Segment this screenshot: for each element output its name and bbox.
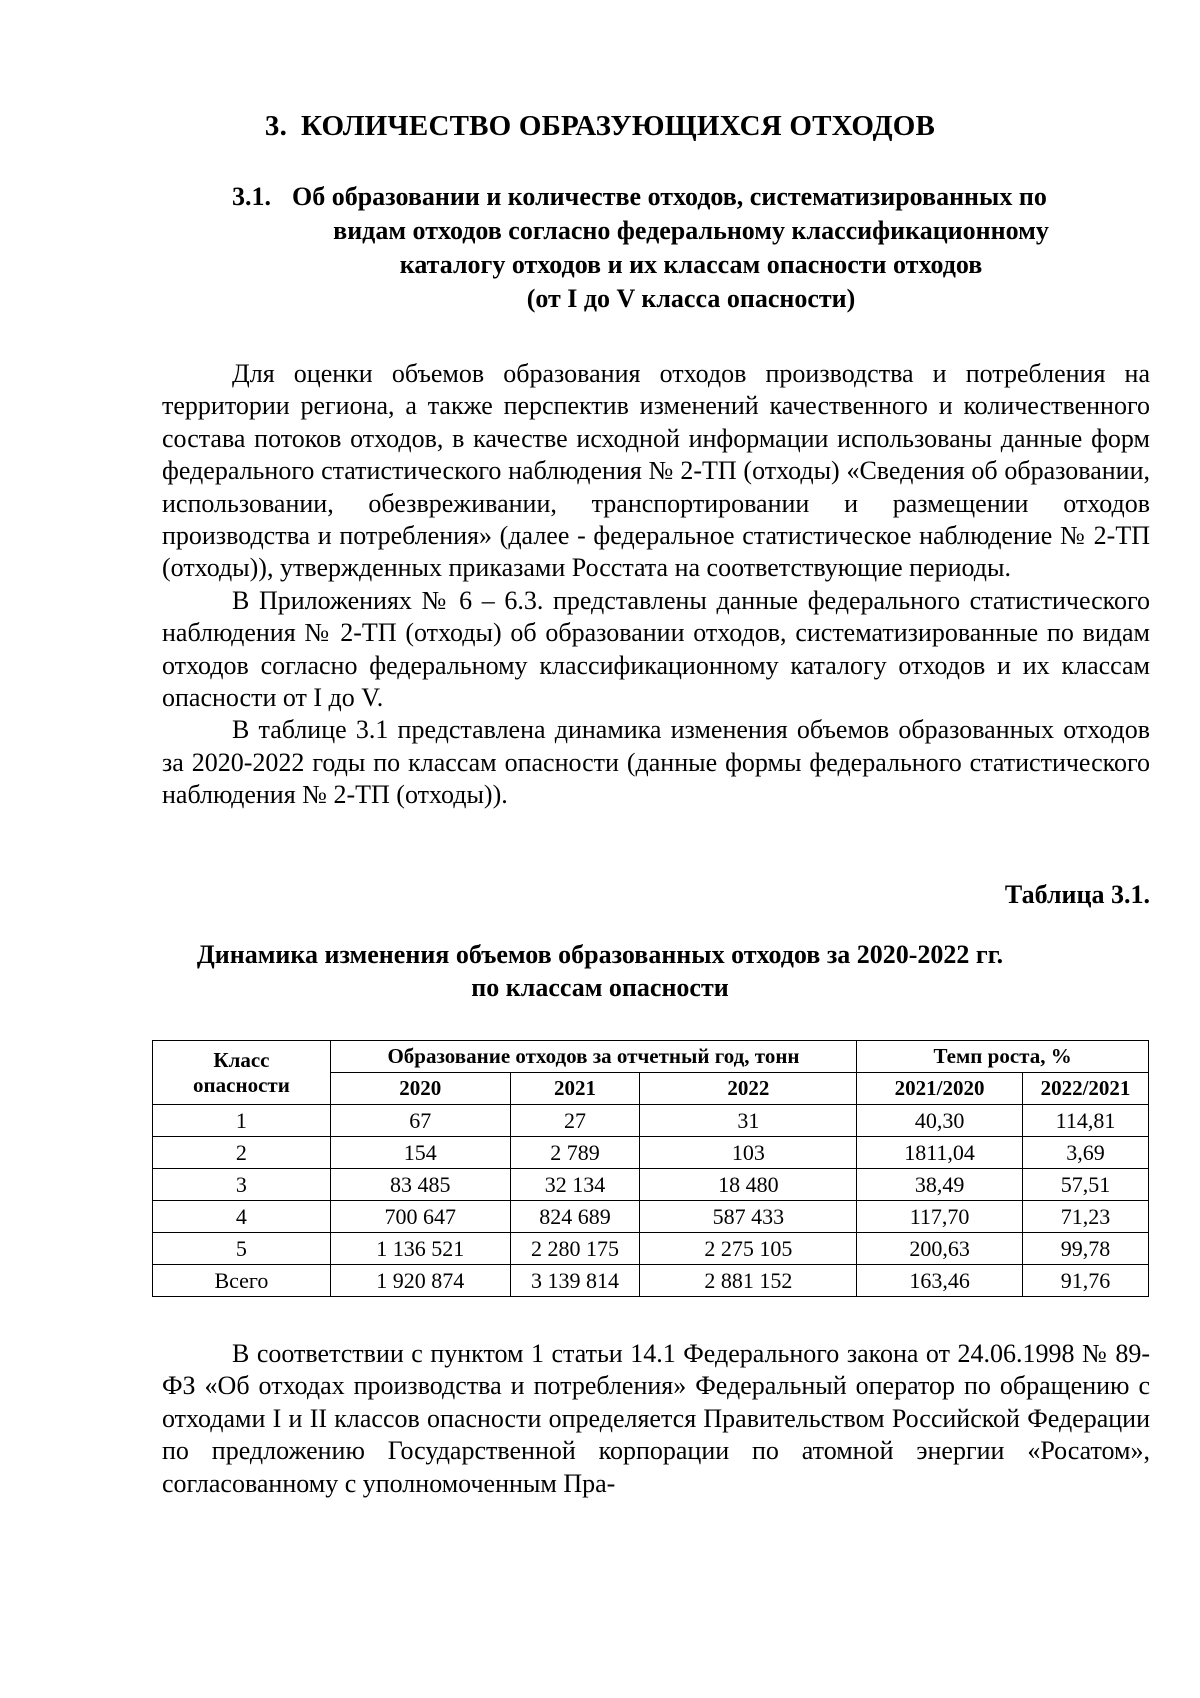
header-year-2021: 2021 <box>510 1073 640 1105</box>
header-formation: Образование отходов за отчетный год, тонн <box>330 1041 856 1073</box>
table-body <box>153 1105 1149 1297</box>
table-cell: 587 433 <box>640 1201 857 1233</box>
table-cell: 91,76 <box>1023 1265 1149 1297</box>
table-cell: 40,30 <box>857 1105 1023 1137</box>
table-cell: 71,23 <box>1023 1201 1149 1233</box>
table-cell: 3,69 <box>1023 1137 1149 1169</box>
table-cell: 154 <box>330 1137 510 1169</box>
table-cell: 67 <box>330 1105 510 1137</box>
table-cell: 38,49 <box>857 1169 1023 1201</box>
table-row <box>153 1201 1149 1233</box>
body-text-top <box>162 358 1150 812</box>
header-class-line2: опасности <box>193 1072 290 1097</box>
table-cell: 163,46 <box>857 1265 1023 1297</box>
table-cell: 2 <box>153 1137 331 1169</box>
table-cell: 824 689 <box>510 1201 640 1233</box>
table-title <box>0 938 1200 1004</box>
table-row <box>153 1265 1149 1297</box>
header-growth-rate: Темп роста, % <box>857 1041 1149 1073</box>
table-caption: Таблица 3.1. <box>1004 880 1150 909</box>
table-row <box>153 1137 1149 1169</box>
chapter-number: 3. <box>264 110 288 142</box>
chapter-title-text: КОЛИЧЕСТВО ОБРАЗУЮЩИХСЯ ОТХОДОВ <box>301 110 936 142</box>
header-class-line1: Класс <box>213 1047 270 1072</box>
section-heading-line: Об образовании и количестве отходов, систематизированных по <box>292 182 1047 211</box>
table-cell: 3 <box>153 1169 331 1201</box>
header-hazard-class <box>153 1041 331 1105</box>
table-cell: 1 <box>153 1105 331 1137</box>
section-heading-line: каталогу отходов и их классам опасности отходов <box>399 250 983 279</box>
table-cell: 103 <box>640 1137 857 1169</box>
header-year-2022: 2022 <box>640 1073 857 1105</box>
table-cell: 117,70 <box>857 1201 1023 1233</box>
table-cell: 700 647 <box>330 1201 510 1233</box>
chapter-title <box>0 110 1200 143</box>
table-cell: 32 134 <box>510 1169 640 1201</box>
section-number: 3.1. <box>232 182 271 211</box>
section-heading <box>232 180 1150 316</box>
table-row <box>153 1105 1149 1137</box>
paragraph: В таблице 3.1 представлена динамика изменения объемов образованных отходов за 2020-2022 годы по классам опасности (данные формы федерального статистического наблюдения № 2-ТП (отходы)). <box>162 715 1150 810</box>
table-cell: 83 485 <box>330 1169 510 1201</box>
table-header-row <box>153 1041 1149 1073</box>
table-cell: 99,78 <box>1023 1233 1149 1265</box>
table-cell: 1 920 874 <box>330 1265 510 1297</box>
table-cell: 2 789 <box>510 1137 640 1169</box>
table-cell: 200,63 <box>857 1233 1023 1265</box>
header-growth-2021-2020: 2021/2020 <box>857 1073 1023 1105</box>
paragraph: В соответствии с пунктом 1 статьи 14.1 Федерального закона от 24.06.1998 № 89-ФЗ «Об отходах производства и потребления» Федеральный оператор по обращению с отходами I и II классов опасности определяется Правительством Российской Федерации по предложению Государственной корпорации по атомной энергии «Росатом», согласованному с уполномоченным Пра- <box>162 1339 1150 1498</box>
paragraph: Для оценки объемов образования отходов производства и потребления на территории региона, а также перспектив изменений качественного и количественного состава потоков отходов, в качестве исходной информации использованы данные форм федерального статистического наблюдения № 2-ТП (отходы) «Сведения об образовании, использовании, обезвреживании, транспортировании и размещении отходов производства и потребления» (далее - федеральное статистическое наблюдение № 2-ТП (отходы)), утвержденных приказами Росстата на соответствующие периоды. <box>162 359 1150 583</box>
table-cell: 2 280 175 <box>510 1233 640 1265</box>
body-text-bottom <box>162 1338 1150 1500</box>
header-growth-2022-2021: 2022/2021 <box>1023 1073 1149 1105</box>
table-cell: 4 <box>153 1201 331 1233</box>
table-title-line: Динамика изменения объемов образованных отходов за 2020-2022 гг. <box>196 940 1004 969</box>
table-row <box>153 1169 1149 1201</box>
table-cell: 114,81 <box>1023 1105 1149 1137</box>
table-title-line: по классам опасности <box>471 973 729 1002</box>
table-cell: 57,51 <box>1023 1169 1149 1201</box>
header-year-2020: 2020 <box>330 1073 510 1105</box>
waste-dynamics-table <box>152 1040 1149 1297</box>
table-cell: 1811,04 <box>857 1137 1023 1169</box>
table-row <box>153 1233 1149 1265</box>
table-cell: Всего <box>153 1265 331 1297</box>
table-cell: 2 881 152 <box>640 1265 857 1297</box>
section-heading-line: (от I до V класса опасности) <box>526 284 856 313</box>
section-heading-line: видам отходов согласно федеральному классификационному <box>333 216 1049 245</box>
table-cell: 2 275 105 <box>640 1233 857 1265</box>
table-cell: 27 <box>510 1105 640 1137</box>
table-cell: 3 139 814 <box>510 1265 640 1297</box>
table-cell: 5 <box>153 1233 331 1265</box>
table-cell: 1 136 521 <box>330 1233 510 1265</box>
paragraph: В Приложениях № 6 – 6.3. представлены данные федерального статистического наблюдения № 2-ТП (отходы) об образовании отходов, систематизированные по видам отходов согласно федеральному классификационному каталогу отходов и их классам опасности от I до V. <box>162 585 1150 713</box>
table-cell: 18 480 <box>640 1169 857 1201</box>
table-cell: 31 <box>640 1105 857 1137</box>
